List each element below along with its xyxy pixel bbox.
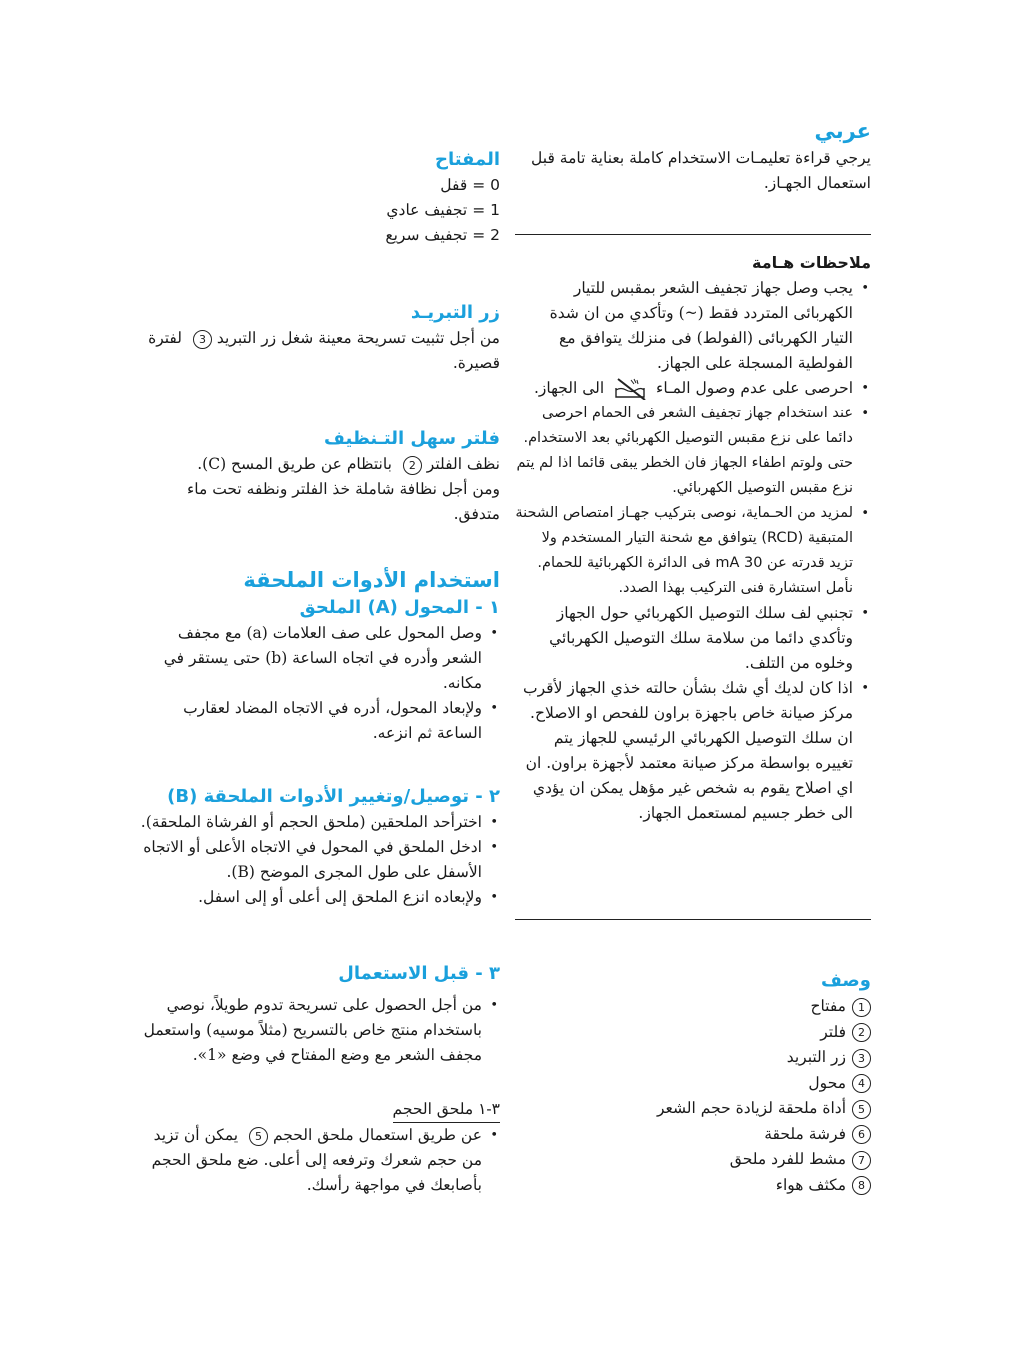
accessories-title: استخدام الأدوات الملحقة — [243, 568, 500, 592]
list-item: • اذا كان لديك أي شك بشأن حالته خذي الجهاز لأقرب مركز صيانة خاص باجهزة براون للفحص او الاصلاح. ان سلك التوصيل الكهربائي الرئيسي للجهاز يتم تغييره بواسطة مركز صيانة معتمد لأجهزة براون. ان اي اصلاح يقوم به شخص غير مؤهل يمكن ان يؤدي الى خطر جسيم لمستعمل الجهاز. — [515, 676, 871, 826]
list-item: • ادخل الملحق في المحول في الاتجاه الأعلى أو الاتجاه الأسفل على طول المجرى الموضح (B). — [138, 835, 500, 885]
number-badge: 3 — [852, 1049, 871, 1068]
text-part: لفترة قصيرة. — [148, 329, 500, 372]
switch-row — [138, 173, 500, 198]
switch-label: تجفيف عادي — [386, 201, 468, 219]
number-badge: 5 — [852, 1100, 871, 1119]
description-section — [515, 968, 871, 1198]
filter-line-2: ومن أجل نظافة شاملة خذ الفلتر ونظفه تحت ماء متدفق. — [186, 480, 500, 523]
filter-section — [138, 426, 500, 527]
equals: = — [472, 226, 486, 244]
adapter-subtitle: ١ - المحول (A) الملحق — [299, 597, 500, 618]
list-item: • ولإبعاد المحول، أدره في الاتجاه المضاد لعقارب الساعة ثم انزعه. — [138, 696, 500, 746]
description-item — [515, 1071, 871, 1097]
number-badge: 7 — [852, 1151, 871, 1170]
divider-bottom — [515, 919, 871, 920]
list-item: • اخترأحد الملحقين (ملحق الحجم أو الفرشاة الملحقة). — [138, 810, 500, 835]
cool-shot-section — [138, 300, 500, 376]
important-title: ملاحظات هـامة — [751, 253, 871, 272]
water-warning-text: احرصى على عدم وصول المـاء — [656, 379, 853, 397]
adapter-list — [138, 621, 500, 746]
list-item: • من أجل الحصول على تسريحة تدوم طويلاً، نوصي باستخدام منتج خاص بالتسريح (مثلاً موسيه) واستعمل مجفف الشعر مع وضع المفتاح في وضع «1». — [138, 993, 500, 1068]
list-item — [138, 1123, 500, 1198]
list-item: • تجنبي لف سلك التوصيل الكهربائي حول الجهاز وتأكدي دائما من سلامة سلك التوصيل الكهربائي وخلوه من التلف. — [515, 601, 871, 676]
volume-list — [138, 1123, 500, 1198]
item-label: مكثف هواء — [775, 1175, 846, 1194]
number-badge: 2 — [403, 456, 422, 475]
attach-list — [138, 810, 500, 910]
number-badge: 6 — [852, 1125, 871, 1144]
switch-key: 2 — [490, 226, 500, 244]
volume-subtitle: ٣-١ ملحق الحجم — [393, 1097, 500, 1123]
list-item: • لمزيد من الحـماية، نوصى بتركيب جهـاز امتصاص الشحنة المتبقية (RCD) يتوافق مع شحنة التيار المستخدم ولا تزيد قدرته عن 30 mA فى الدائرة الكهربائية للحمام. نأمل استشارة فنى التركيب بهذا الصدد. — [515, 501, 871, 601]
description-item — [515, 1147, 871, 1173]
item-label: مفتاح — [810, 997, 846, 1015]
text-part: من أجل تثبيت تسريحة معينة شغل زر التبريد — [216, 329, 500, 347]
switch-label: قفل — [440, 176, 468, 194]
switch-label: تجفيف سريع — [385, 226, 468, 244]
number-badge: 5 — [249, 1127, 268, 1146]
equals: = — [472, 201, 486, 219]
list-item — [515, 376, 871, 401]
text-part: نظف الفلتر — [426, 455, 500, 473]
number-badge: 4 — [852, 1074, 871, 1093]
equals: = — [472, 176, 486, 194]
item-label: مشط للفرد ملحق — [729, 1150, 846, 1168]
description-item — [515, 1122, 871, 1148]
volume-subtitle-wrap — [138, 1097, 500, 1123]
attach-section — [138, 784, 500, 910]
cool-shot-title: زر التبريـد — [410, 302, 500, 323]
no-water-icon — [613, 378, 647, 400]
item-label: محول — [808, 1073, 846, 1092]
item-label: أداة ملحقة لزيادة حجم الشعر — [656, 1099, 846, 1117]
before-use-subtitle: ٣ - قبل الاستعمال — [338, 963, 500, 984]
filter-title: فلتر سهل التـنظيف — [324, 428, 500, 449]
item-label: فرشة ملحقة — [764, 1124, 846, 1143]
attach-subtitle: ٢ - توصيل/وتغيير الأدوات الملحقة (B) — [167, 786, 500, 807]
description-item — [515, 1020, 871, 1046]
before-use-list — [138, 993, 500, 1068]
volume-section — [138, 1097, 500, 1198]
important-section — [515, 250, 871, 826]
description-item — [515, 994, 871, 1020]
switch-row — [138, 223, 500, 248]
number-badge: 2 — [852, 1023, 871, 1042]
accessories-section — [138, 565, 500, 746]
intro-text: يرجي قراءة تعليمـات الاستخدام كاملة بعناية تامة قبل استعمال الجهـاز. — [531, 149, 871, 192]
important-list — [515, 276, 871, 826]
switch-title: المفتاح — [434, 149, 500, 170]
description-item — [515, 1045, 871, 1071]
text-part: يمكن أن تزيد من حجم شعرك وترفعه إلى أعلى. ضع ملحق الحجم بأصابعك في مواجهة رأسك. — [151, 1126, 482, 1194]
description-title: وصف — [820, 970, 871, 991]
right-column — [515, 116, 871, 196]
filter-line-1 — [138, 452, 500, 477]
switch-section — [138, 147, 500, 248]
switch-key: 0 — [490, 176, 500, 194]
switch-row — [138, 198, 500, 223]
text-part: بانتظام عن طريق المسح (C). — [197, 455, 392, 473]
divider-top — [515, 234, 871, 235]
cool-shot-text — [138, 326, 500, 376]
water-warning-suffix: الى الجهاز. — [533, 379, 605, 397]
switch-key: 1 — [490, 201, 500, 219]
description-item — [515, 1096, 871, 1122]
list-item: • عند استخدام جهاز تجفيف الشعر فى الحمام احرصى دائما على نزع مقبس التوصيل الكهربائي بعد الاستخدام. حتى ولوتم اطفاء الجهاز فان الخطر يبقى قائما اذا لم يتم نزع مقبس التوصيل الكهربائي. — [515, 401, 871, 501]
list-item: • وصل المحول على صف العلامات (a) مع مجفف الشعر وأدره في اتجاه الساعة (b) حتى يستقر في مكانه. — [138, 621, 500, 696]
before-use-section — [138, 961, 500, 1068]
language-title: عربي — [814, 119, 871, 143]
number-badge: 1 — [852, 998, 871, 1017]
list-item: • يجب وصل جهاز تجفيف الشعر بمقبس للتيار الكهربائى المتردد فقط (~) وتأكدي من ان شدة التيار الكهربائى (الفولط) فى منزلك يتوافق مع الفولطية المسجلة على الجهاز. — [515, 276, 871, 376]
list-item: • ولإبعاده انزع الملحق إلى أعلى أو إلى اسفل. — [138, 885, 500, 910]
description-item — [515, 1173, 871, 1199]
item-label: زر التبريد — [786, 1048, 846, 1066]
item-label: فلتر — [820, 1022, 846, 1041]
number-badge: 8 — [852, 1176, 871, 1195]
number-badge: 3 — [193, 330, 212, 349]
text-part: عن طريق استعمال ملحق الحجم — [272, 1126, 482, 1144]
